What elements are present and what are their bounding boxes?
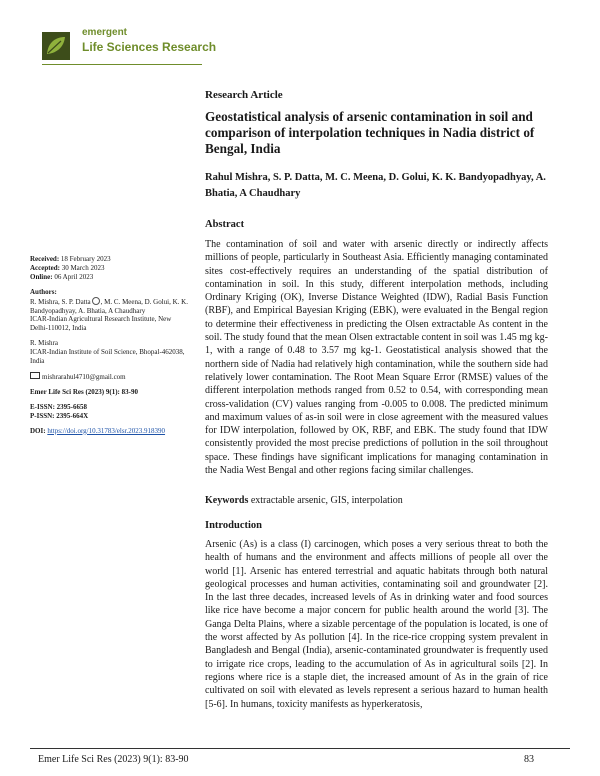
- keywords-label: Keywords: [205, 495, 249, 506]
- article-info-sidebar: [30, 255, 190, 442]
- orcid-icon[interactable]: [92, 297, 100, 305]
- footer-divider: [30, 748, 570, 749]
- keywords-list: extractable arsenic, GIS, interpolation: [250, 495, 403, 506]
- article-authors: Rahul Mishra, S. P. Datta, M. C. Meena, D. Golui, K. K. Bandyopadhyay, A. Bhatia, A Chaudhary: [205, 172, 546, 199]
- page-number: 83: [524, 754, 534, 765]
- citation: Emer Life Sci Res (2023) 9(1): 83-90: [30, 387, 138, 396]
- dates-block: Received: 18 February 2023 Accepted: 30 March 2023 Online: 06 April 2023: [30, 255, 111, 281]
- email-block: [30, 372, 190, 382]
- online-date: 06 April 2023: [54, 272, 94, 281]
- accepted-date: 30 March 2023: [61, 263, 105, 272]
- intro-heading: Introduction: [205, 520, 262, 531]
- journal-brand-top: emergent: [82, 27, 128, 38]
- affiliation-1: ICAR-Indian Agricultural Research Institute, New Delhi-110012, India: [30, 315, 172, 333]
- affiliation-2: ICAR-Indian Institute of Soil Science, Bhopal-462038, India: [30, 348, 185, 366]
- doi-block: DOI: https://doi.org/10.31783/elsr.2023.918390: [30, 426, 166, 435]
- received-date: 18 February 2023: [60, 255, 111, 263]
- article-title: Geostatistical analysis of arsenic contamination in soil and comparison of interpolation techniques in Nadia district of Bengal, India: [205, 109, 535, 156]
- email-icon: [30, 372, 40, 379]
- journal-brand-name: Life Sciences Research: [82, 40, 217, 54]
- leaf-logo-icon: [42, 32, 70, 60]
- abstract-heading: Abstract: [205, 219, 245, 230]
- issn-block: [30, 403, 190, 421]
- doi-link[interactable]: https://doi.org/10.31783/elsr.2023.918390: [47, 426, 166, 435]
- abstract-text: The contamination of soil and water with arsenic directly or indirectly affects millions of people, particularly in Southeast Asia. Efficiently managing contaminated sites cost-effectively requires an understanding of the spatial distribution of contamination in soil. In this study, different interpolation methods, including Ordinary Kriging (OK), Inverse Distance Weighted (IDW), Radial Basis Function (RBF), and Empirical Bayesian Kriging (EBK), were evaluated in the Bengal region to determine their effectiveness in predicting the Olsen extractable As content in the soil. The study found that the mean Olsen extractable content in soil was 1.45 mg kg-1, with a range of 0.48 to 3.57 mg kg-1. Geostatistical analysis showed that the northern side of Nadia had relatively high contamination, while the southern side had relatively lower contamination. The Root Mean Square Error (RMSE) values of the different interpolation methods ranged from 0.52 to 0.54, with corresponding mean cross-validation (CV) values ranging from -0.005 to 0.008. The predicted minimum and maximum values of as-in soil were in close agreement with the measured values for IDW interpolation, followed by OK, RBF, and EBK. The study found that IDW consistently provided the most precise predictions of pollution in the soil throughout space. These findings have significant implications for managing contamination in the Nadia West Bengal and other regions facing similar challenges.: [205, 239, 548, 477]
- header-divider: [42, 64, 202, 65]
- pissn: P-ISSN: 2395-664X: [30, 411, 89, 420]
- eissn: E-ISSN: 2395-6658: [30, 402, 87, 411]
- journal-logo: [42, 32, 70, 60]
- footer-citation: Emer Life Sci Res (2023) 9(1): 83-90: [38, 754, 189, 765]
- author-email[interactable]: mishrarahul4710@gmail.com: [42, 372, 126, 381]
- intro-text: Arsenic (As) is a class (I) carcinogen, which poses a very serious threat to both the health of humans and the environment and affects millions of people all over the world [1]. Arsenic has entered terrestrial and aquatic habitats through both natural geological processes and human activities, contaminating soil and groundwater [2]. In the last three decades, increased levels of As in drinking water and food sources like rice have become a major concern for public health around the world [3]. The Ganga Delta Plains, where a sizable percentage of the population is located, is one of the worst affected by As pollution [4]. In the rice-rice cropping system prevalent in Bangladesh and Bengal (India), arsenic-contaminated groundwater is frequently used to irrigate rice crops, leading to the accumulation of As in agricultural soils [2]. In regions where rice is a staple diet, the increased amount of As in the grain of rice cultivated on soil with elevated as levels represent a serious hazard to human health [5-6]. In humans, toxicity manifests as hyperkeratosis,: [205, 539, 548, 710]
- authors-block: Authors: R. Mishra, S. P. Datta , M. C. Meena, D. Golui, K. K. Bandyopadhyay, A. Bhatia, A Chaudhary ICAR-Indian Agricultural Research Institute, New Delhi-110012, India: [30, 288, 190, 334]
- affiliation-block-2: R. Mishra ICAR-Indian Institute of Soil Science, Bhopal-462038, India: [30, 339, 190, 366]
- keywords: [205, 495, 548, 506]
- article-type: Research Article: [205, 89, 283, 101]
